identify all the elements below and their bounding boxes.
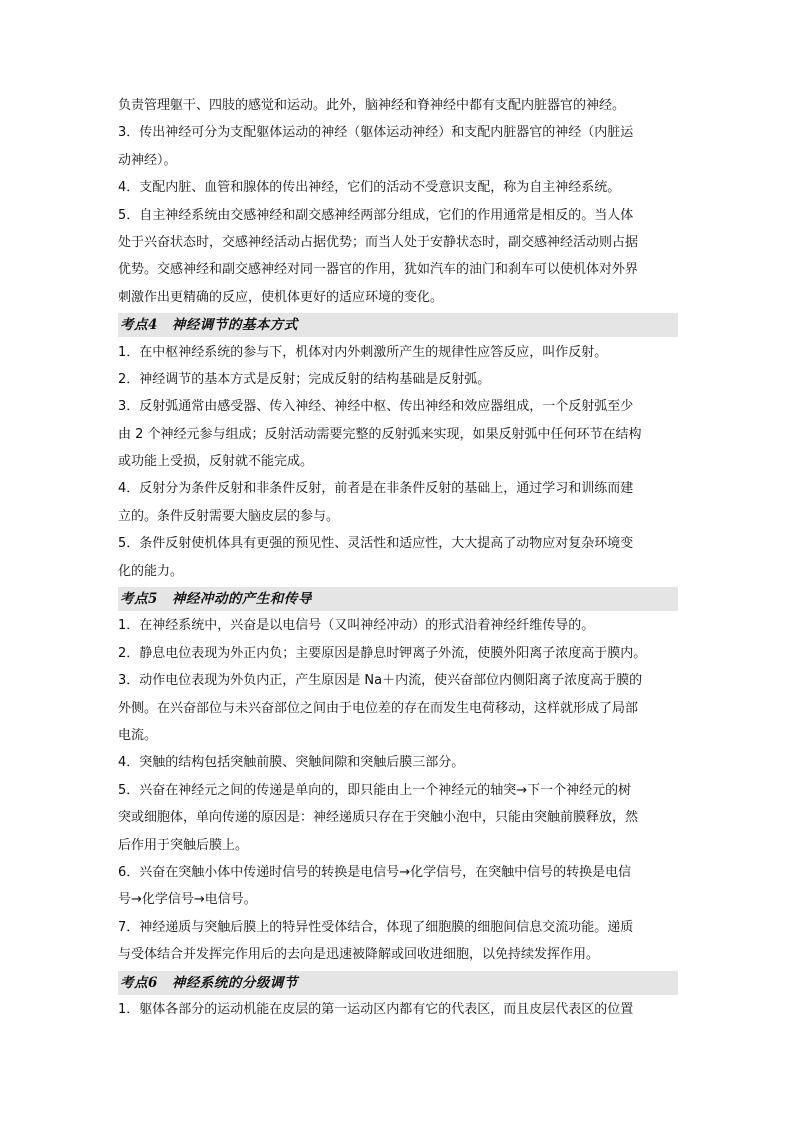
- paragraph-line: 5．条件反射使机体具有更强的预见性、灵活性和适应性，大大提高了动物应对复杂环境变: [118, 536, 634, 552]
- paragraph-line: 1．在中枢神经系统的参与下，机体对内外刺激所产生的规律性应答反应，叫作反射。: [118, 344, 608, 360]
- paragraph: [118, 393, 678, 475]
- section-heading: 考点5 神经冲动的产生和传导: [118, 587, 678, 611]
- paragraph: [118, 119, 678, 174]
- paragraph-line: 2．静息电位表现为外正内负；主要原因是静息时钾离子外流，使膜外阳离子浓度高于膜内。: [118, 645, 647, 661]
- paragraph-line: 7．神经递质与突触后膜上的特异性受体结合，体现了细胞膜的细胞间信息交流功能。递质: [118, 919, 634, 935]
- paragraph: [118, 202, 678, 312]
- paragraph-line: 3．传出神经可分为支配躯体运动的神经（躯体运动神经）和支配内脏器官的神经（内脏运: [118, 125, 634, 141]
- paragraph-line: 1．在神经系统中，兴奋是以电信号（又叫神经冲动）的形式沿着神经纤维传导的。: [118, 618, 595, 634]
- paragraph-line: 刺激作出更精确的反应，使机体更好的适应环境的变化。: [118, 289, 444, 305]
- paragraph-line: 3．动作电位表现为外负内正，产生原因是 Na＋内流，使兴奋部位内侧阳离子浓度高于膜的: [118, 673, 643, 689]
- section-heading: 考点4 神经调节的基本方式: [118, 313, 678, 337]
- paragraph-line: 4．反射分为条件反射和非条件反射，前者是在非条件反射的基础上，通过学习和训练而建: [118, 481, 634, 497]
- paragraph: [118, 859, 678, 914]
- paragraph: [118, 749, 678, 776]
- paragraph: [118, 996, 678, 1023]
- paragraph-line: 4．支配内脏、血管和腺体的传出神经，它们的活动不受意识支配，称为自主神经系统。: [118, 180, 621, 196]
- paragraph-line: 1．躯体各部分的运动机能在皮层的第一运动区内都有它的代表区，而且皮层代表区的位置: [118, 1001, 634, 1017]
- paragraph-line: 化的能力。: [118, 563, 184, 579]
- paragraph: [118, 92, 678, 119]
- paragraph-line: 5．兴奋在神经元之间的传递是单向的，即只能由上一个神经元的轴突→下一个神经元的树: [118, 782, 632, 798]
- paragraph: [118, 777, 678, 859]
- document-body: [118, 92, 678, 1023]
- section-heading: 考点6 神经系统的分级调节: [118, 971, 678, 995]
- paragraph-line: 处于兴奋状态时，交感神经活动占据优势；而当人处于安静状态时，副交感神经活动则占据: [118, 234, 639, 250]
- paragraph-line: 突或细胞体，单向传递的原因是：神经递质只存在于突触小泡中，只能由突触前膜释放，然: [118, 810, 639, 826]
- paragraph-line: 外侧。在兴奋部位与未兴奋部位之间由于电位差的存在而发生电荷移动，这样就形成了局部: [118, 700, 639, 716]
- paragraph-line: 4．突触的结构包括突触前膜、突触间隙和突触后膜三部分。: [118, 755, 465, 771]
- paragraph: [118, 612, 678, 639]
- paragraph-line: 负责管理躯干、四肢的感觉和运动。此外，脑神经和脊神经中都有支配内脏器官的神经。: [118, 98, 626, 113]
- paragraph-line: 由 2 个神经元参与组成；反射活动需要完整的反射弧来实现，如果反射弧中任何环节在结构: [118, 426, 642, 442]
- paragraph-line: 3．反射弧通常由感受器、传入神经、神经中枢、传出神经和效应器组成，一个反射弧至少: [118, 399, 634, 415]
- paragraph-line: 号→化学信号→电信号。: [118, 892, 257, 908]
- paragraph: [118, 530, 678, 585]
- paragraph-line: 优势。交感神经和副交感神经对同一器官的作用，犹如汽车的油门和刹车可以使机体对外界: [118, 262, 639, 278]
- paragraph: [118, 366, 678, 393]
- paragraph-line: 后作用于突触后膜上。: [118, 837, 249, 853]
- paragraph-line: 动神经）。: [118, 152, 177, 168]
- paragraph-line: 或功能上受损，反射就不能完成。: [118, 454, 314, 470]
- paragraph-line: 与受体结合并发挥完作用后的去向是迅速被降解或回收进细胞，以免持续发挥作用。: [118, 947, 600, 963]
- paragraph: [118, 914, 678, 969]
- paragraph: [118, 475, 678, 530]
- paragraph-line: 5．自主神经系统由交感神经和副交感神经两部分组成，它们的作用通常是相反的。当人体: [118, 207, 634, 223]
- paragraph: [118, 339, 678, 366]
- paragraph-line: 立的。条件反射需要大脑皮层的参与。: [118, 508, 340, 524]
- paragraph: [118, 667, 678, 749]
- paragraph-line: 6．兴奋在突触小体中传递时信号的转换是电信号→化学信号，在突触中信号的转换是电信: [118, 864, 632, 880]
- paragraph: [118, 174, 678, 201]
- paragraph-line: 2．神经调节的基本方式是反射；完成反射的结构基础是反射弧。: [118, 371, 491, 387]
- paragraph-line: 电流。: [118, 727, 158, 743]
- paragraph: [118, 640, 678, 667]
